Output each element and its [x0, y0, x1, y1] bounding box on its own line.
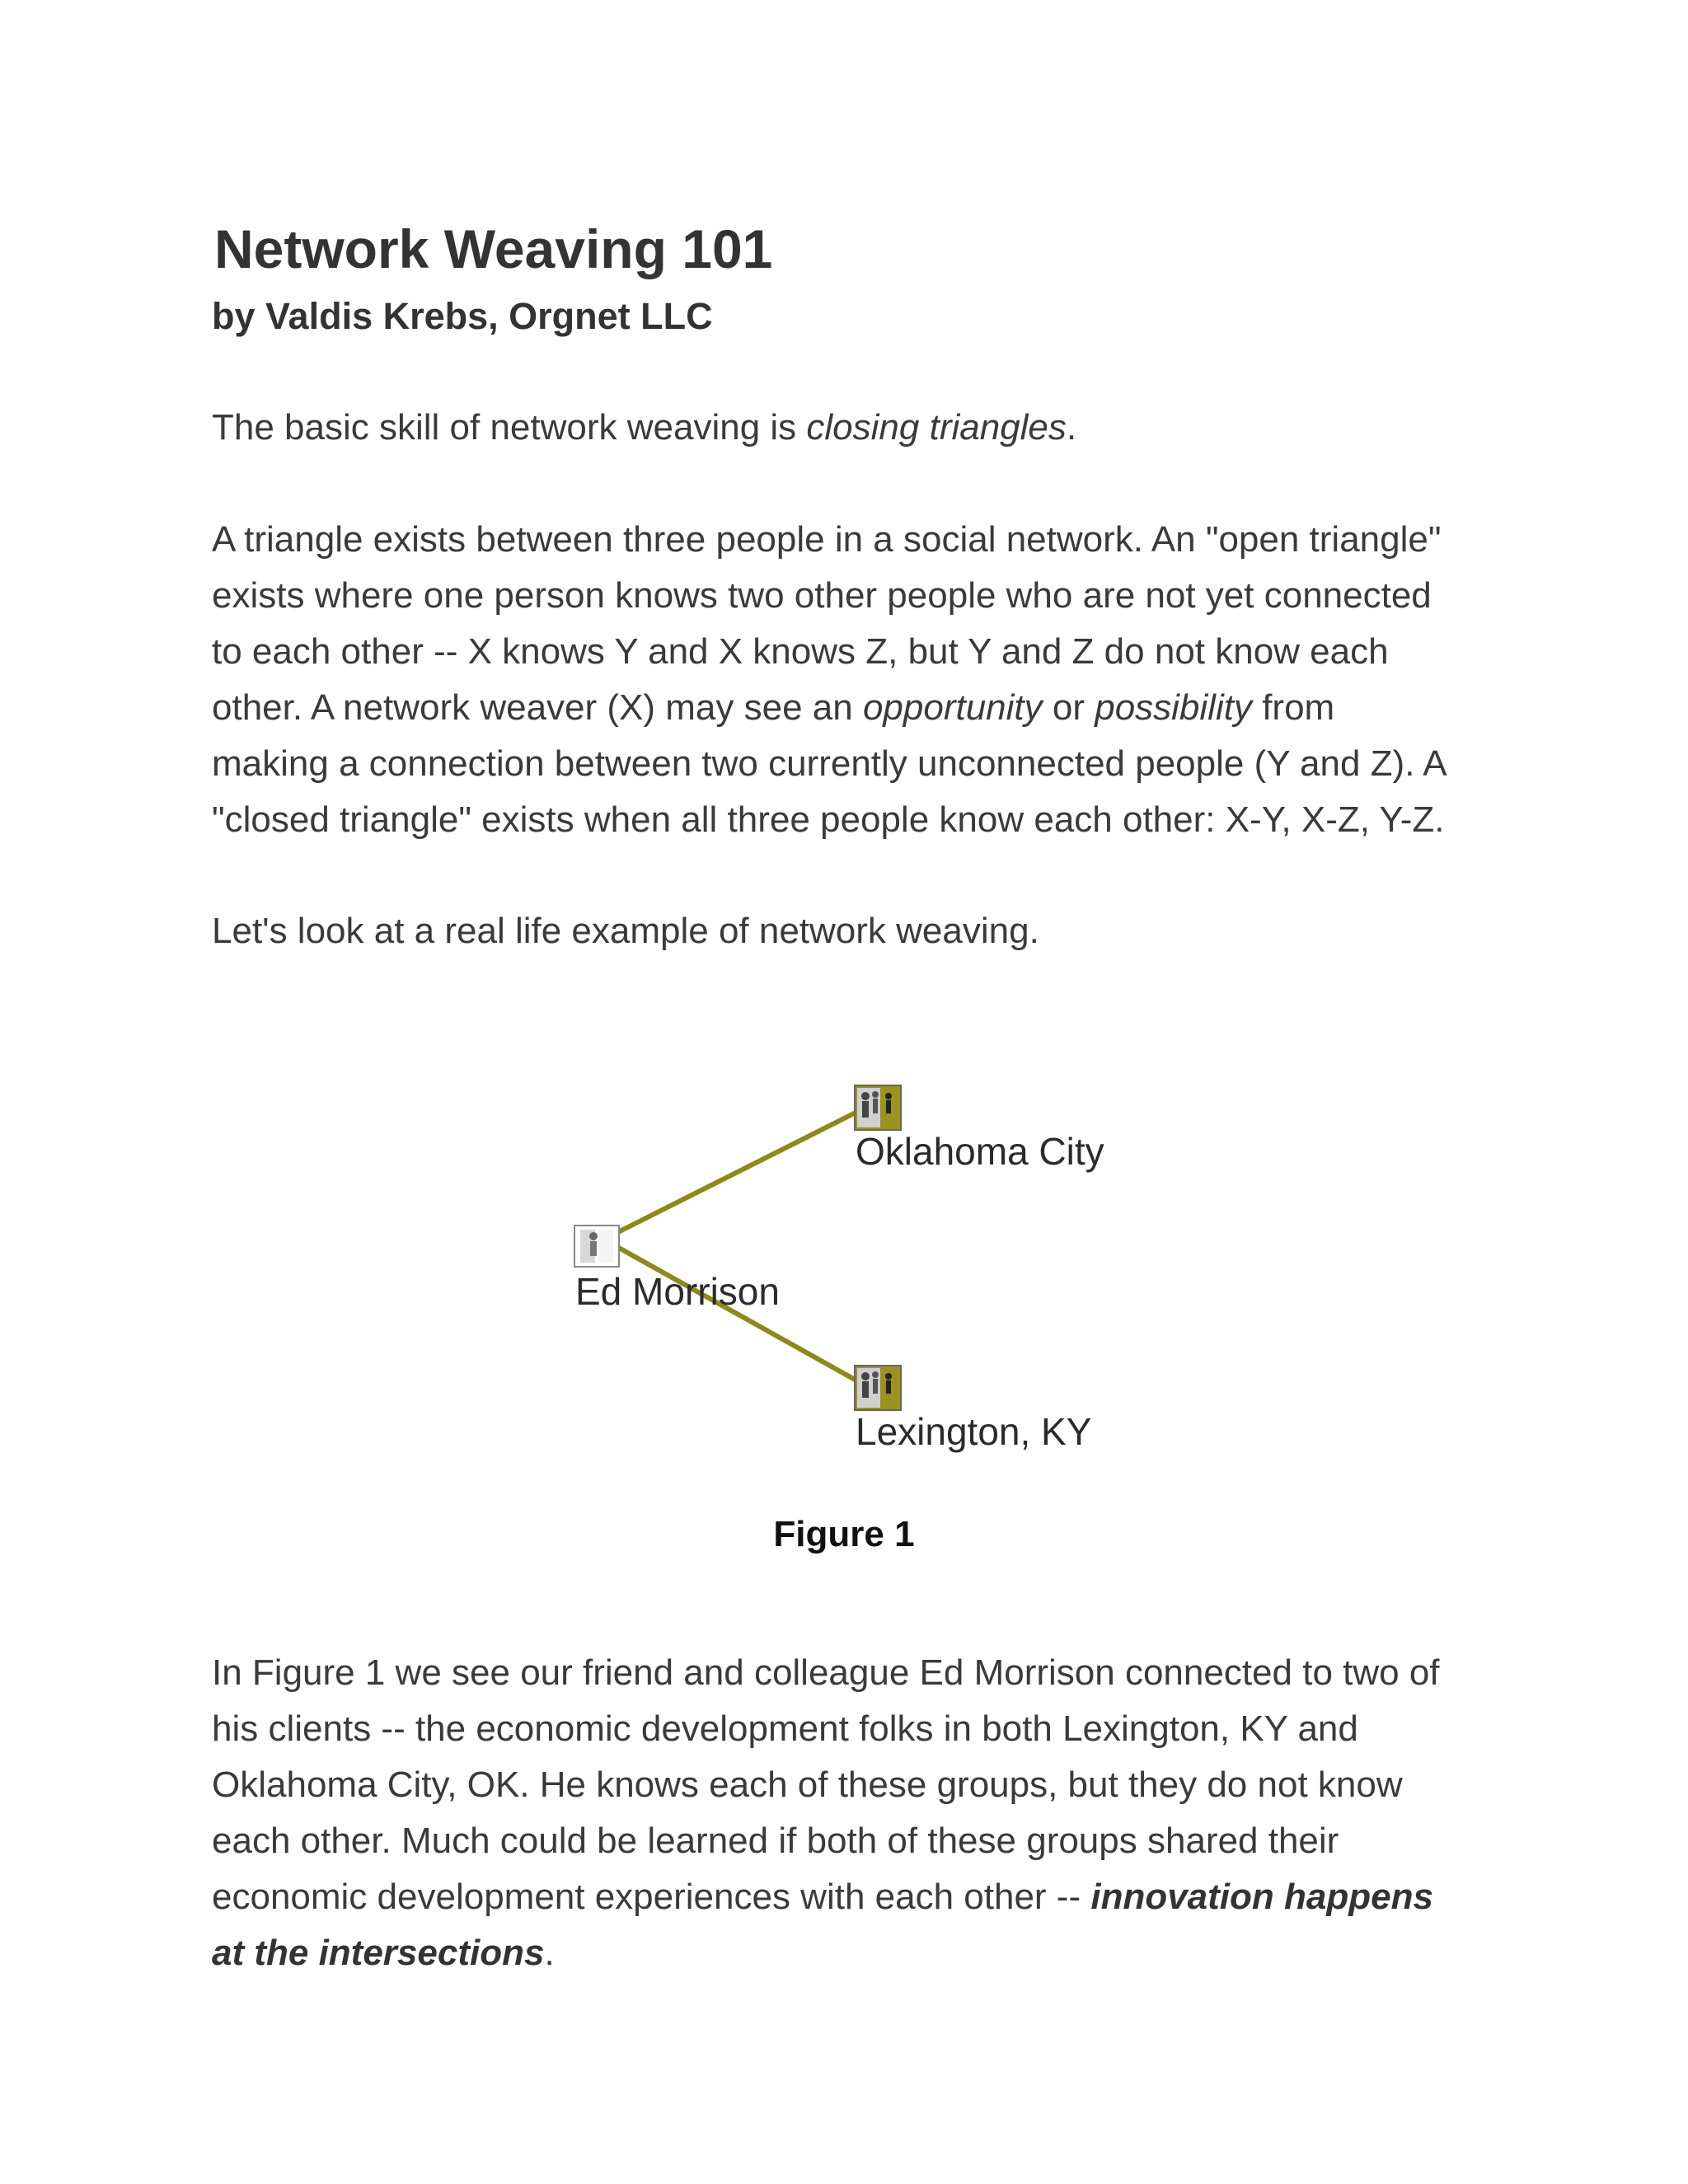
intersections-emphasis: at the intersections: [212, 1933, 545, 1973]
text-run: from: [1251, 687, 1335, 728]
intro-text: The basic skill of network weaving is: [212, 407, 807, 448]
figure-discussion-paragraph: [212, 1645, 1498, 1981]
opportunity-emphasis: opportunity: [862, 687, 1043, 728]
text-run: or: [1042, 687, 1095, 728]
network-figure: [544, 1071, 1170, 1483]
oklahoma-city-group-icon: [854, 1085, 902, 1131]
text-line: to each other -- X knows Y and X knows Z, but Y and Z do not know each: [212, 631, 1389, 672]
page-title: Network Weaving 101: [214, 218, 773, 279]
possibility-emphasis: possibility: [1095, 687, 1252, 728]
text-run: .: [544, 1933, 555, 1973]
figure-caption: Figure 1: [773, 1514, 915, 1554]
ed-morrison-person-icon: [574, 1225, 620, 1268]
node-label-oklahoma-city: Oklahoma City: [856, 1130, 1104, 1173]
innovation-emphasis: innovation happens: [1090, 1877, 1433, 1917]
lexington-group-icon: [854, 1365, 902, 1411]
text-line: "closed triangle" exists when all three people know each other: X-Y, X-Z, Y-Z.: [212, 799, 1445, 840]
text-line: making a connection between two currently unconnected people (Y and Z). A: [212, 743, 1447, 784]
node-label-ed-morrison: Ed Morrison: [575, 1270, 780, 1313]
text-line: each other. Much could be learned if both of these groups shared their: [212, 1821, 1339, 1861]
text-run: economic development experiences with each other --: [212, 1877, 1091, 1917]
link-ed-lex: [610, 1243, 864, 1385]
intro-period: .: [1066, 407, 1077, 448]
text-line: [212, 1869, 1498, 1925]
text-line: Oklahoma City, OK. He knows each of these groups, but they do not know: [212, 1765, 1403, 1805]
text-run: other. A network weaver (X) may see an: [212, 687, 863, 728]
example-intro-paragraph: Let's look at a real life example of network weaving.: [212, 911, 1039, 951]
text-line: [212, 1925, 1498, 1981]
text-line: In Figure 1 we see our friend and colleague Ed Morrison connected to two of: [212, 1652, 1440, 1693]
author-byline: by Valdis Krebs, Orgnet LLC: [212, 295, 713, 337]
text-line: [212, 680, 1498, 736]
triangle-paragraph: [212, 512, 1498, 848]
text-line: A triangle exists between three people in a social network. An "open triangle": [212, 519, 1442, 560]
node-label-lexington: Lexington, KY: [856, 1410, 1092, 1453]
intro-paragraph: [212, 400, 1498, 456]
text-line: his clients -- the economic development folks in both Lexington, KY and: [212, 1708, 1358, 1749]
intro-emphasis: closing triangles: [806, 407, 1067, 448]
text-line: exists where one person knows two other people who are not yet connected: [212, 575, 1432, 616]
link-ed-okc: [610, 1108, 864, 1236]
